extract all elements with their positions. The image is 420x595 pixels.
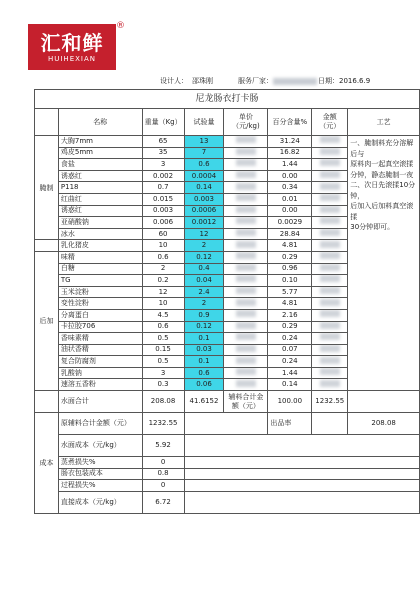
ingredient-trial: 2 bbox=[184, 240, 224, 252]
ingredient-percent: 2.16 bbox=[268, 309, 312, 321]
ingredient-trial: 0.14 bbox=[184, 182, 224, 194]
designer-info bbox=[160, 76, 213, 86]
ingredient-weight: 35 bbox=[142, 147, 184, 159]
ingredient-name: 诱惑红 bbox=[58, 205, 142, 217]
cost-value: 5.92 bbox=[142, 435, 184, 457]
ingredient-trial: 2.4 bbox=[184, 286, 224, 298]
ingredient-weight: 0.015 bbox=[142, 193, 184, 205]
total-percent: 100.00 bbox=[268, 391, 312, 413]
cost-label: 原辅料合计金额（元） bbox=[58, 413, 142, 435]
ingredient-price-redacted bbox=[224, 240, 268, 252]
process-note-line: 后加入后加料真空滚揉 bbox=[350, 202, 414, 221]
cost-blank bbox=[184, 480, 419, 492]
ingredient-amount-redacted bbox=[312, 193, 348, 205]
ingredient-percent: 4.81 bbox=[268, 240, 312, 252]
header-group-blank bbox=[35, 109, 59, 136]
ingredient-trial: 0.12 bbox=[184, 321, 224, 333]
total-amount: 1232.55 bbox=[312, 391, 348, 413]
ingredient-name: P118 bbox=[58, 182, 142, 194]
ingredient-price-redacted bbox=[224, 275, 268, 287]
ingredient-trial: 7 bbox=[184, 147, 224, 159]
cost-label: 肠衣包装成本 bbox=[58, 468, 142, 480]
date-value: 2016.6.9 bbox=[339, 77, 371, 85]
ingredient-amount-redacted bbox=[312, 217, 348, 229]
header-price: 单价（元/kg) bbox=[224, 109, 268, 136]
header-name: 名称 bbox=[58, 109, 142, 136]
ingredient-price-redacted bbox=[224, 217, 268, 229]
ingredient-amount-redacted bbox=[312, 344, 348, 356]
cost-value: 0 bbox=[142, 480, 184, 492]
ingredient-weight: 12 bbox=[142, 286, 184, 298]
cost-row bbox=[35, 491, 420, 513]
ingredient-trial: 0.06 bbox=[184, 379, 224, 391]
ingredient-price-redacted bbox=[224, 228, 268, 240]
cost-value: 6.72 bbox=[142, 491, 184, 513]
yield-value: 208.08 bbox=[348, 413, 420, 435]
ingredient-price-redacted bbox=[224, 367, 268, 379]
ingredient-amount-redacted bbox=[312, 263, 348, 275]
header-process: 工艺 bbox=[348, 109, 420, 136]
cost-row bbox=[35, 480, 420, 492]
ingredient-trial: 0.003 bbox=[184, 193, 224, 205]
column-header-row bbox=[35, 109, 420, 136]
ingredient-weight: 0.6 bbox=[142, 321, 184, 333]
ingredient-name: 味精 bbox=[58, 251, 142, 263]
ingredient-name: 卡拉胶706 bbox=[58, 321, 142, 333]
ingredient-trial: 0.4 bbox=[184, 263, 224, 275]
group-label-blank bbox=[35, 240, 59, 252]
ingredient-percent: 0.24 bbox=[268, 356, 312, 368]
ingredient-amount-redacted bbox=[312, 333, 348, 345]
brand-pinyin: HUIHEXIAN bbox=[47, 55, 97, 63]
ingredient-amount-redacted bbox=[312, 298, 348, 310]
header-weight: 重量（Kg） bbox=[142, 109, 184, 136]
ingredient-name: 玉米淀粉 bbox=[58, 286, 142, 298]
ingredient-price-redacted bbox=[224, 333, 268, 345]
ingredient-amount-redacted bbox=[312, 367, 348, 379]
ingredient-name: 速溶五香粉 bbox=[58, 379, 142, 391]
aux-total-label: 辅料合计金额（元） bbox=[224, 391, 268, 413]
cost-row bbox=[35, 435, 420, 457]
ingredient-weight: 10 bbox=[142, 240, 184, 252]
cost-label: 蒸煮损失% bbox=[58, 457, 142, 469]
ingredient-weight: 0.15 bbox=[142, 344, 184, 356]
cost-label: 过程损失% bbox=[58, 480, 142, 492]
ingredient-price-redacted bbox=[224, 136, 268, 148]
ingredient-trial: 0.9 bbox=[184, 309, 224, 321]
supplier-info bbox=[238, 76, 317, 86]
cost-label: 直接成本（元/kg） bbox=[58, 491, 142, 513]
ingredient-price-redacted bbox=[224, 321, 268, 333]
header-amount: 金额（元） bbox=[312, 109, 348, 136]
date-label: 日期： bbox=[318, 77, 339, 85]
ingredient-percent: 0.10 bbox=[268, 275, 312, 287]
ingredient-weight: 65 bbox=[142, 136, 184, 148]
cost-label: 水面成本（元/kg） bbox=[58, 435, 142, 457]
ingredient-amount-redacted bbox=[312, 309, 348, 321]
total-label: 水面合计 bbox=[58, 391, 142, 413]
ingredient-weight: 0.5 bbox=[142, 356, 184, 368]
process-note-line: 一、腌制料充分溶解后与 bbox=[350, 139, 414, 158]
ingredient-name: 变性淀粉 bbox=[58, 298, 142, 310]
ingredient-price-redacted bbox=[224, 309, 268, 321]
header-percent: 百分含量% bbox=[268, 109, 312, 136]
ingredient-weight: 60 bbox=[142, 228, 184, 240]
cost-value: 0.8 bbox=[142, 468, 184, 480]
ingredient-weight: 2 bbox=[142, 263, 184, 275]
registered-mark: ® bbox=[116, 21, 125, 31]
supplier-redacted bbox=[273, 78, 317, 85]
brand-logo bbox=[28, 24, 116, 70]
ingredient-percent: 1.44 bbox=[268, 367, 312, 379]
ingredient-trial: 0.0004 bbox=[184, 170, 224, 182]
ingredient-percent: 0.0029 bbox=[268, 217, 312, 229]
ingredient-percent: 0.00 bbox=[268, 205, 312, 217]
ingredient-amount-redacted bbox=[312, 228, 348, 240]
ingredient-weight: 0.006 bbox=[142, 217, 184, 229]
ingredient-weight: 0.002 bbox=[142, 170, 184, 182]
ingredient-percent: 0.01 bbox=[268, 193, 312, 205]
ingredient-price-redacted bbox=[224, 251, 268, 263]
ingredient-price-redacted bbox=[224, 193, 268, 205]
ingredient-weight: 0.7 bbox=[142, 182, 184, 194]
process-note-line: 30分钟即可。 bbox=[350, 223, 395, 231]
ingredient-price-redacted bbox=[224, 379, 268, 391]
ingredient-amount-redacted bbox=[312, 251, 348, 263]
ingredient-amount-redacted bbox=[312, 182, 348, 194]
ingredient-percent: 0.29 bbox=[268, 321, 312, 333]
ingredient-price-redacted bbox=[224, 182, 268, 194]
ingredient-price-redacted bbox=[224, 147, 268, 159]
group-label-marinate: 腌制 bbox=[35, 136, 59, 240]
ingredient-weight: 3 bbox=[142, 159, 184, 171]
ingredient-percent: 1.44 bbox=[268, 159, 312, 171]
ingredient-name: 乳化猪皮 bbox=[58, 240, 142, 252]
date-info bbox=[318, 76, 370, 86]
ingredient-name: 红曲红 bbox=[58, 193, 142, 205]
ingredient-amount-redacted bbox=[312, 275, 348, 287]
total-trial: 41.6152 bbox=[184, 391, 224, 413]
ingredient-name: 香味素精 bbox=[58, 333, 142, 345]
designer-name: 邵珠刚 bbox=[192, 77, 213, 85]
ingredient-percent: 0.07 bbox=[268, 344, 312, 356]
ingredient-price-redacted bbox=[224, 298, 268, 310]
cost-row bbox=[35, 457, 420, 469]
ingredient-price-redacted bbox=[224, 159, 268, 171]
process-notes bbox=[348, 136, 420, 391]
ingredient-percent: 28.84 bbox=[268, 228, 312, 240]
header-trial: 试验量 bbox=[184, 109, 224, 136]
ingredient-amount-redacted bbox=[312, 205, 348, 217]
ingredient-percent: 31.24 bbox=[268, 136, 312, 148]
ingredient-trial: 12 bbox=[184, 228, 224, 240]
yield-blank bbox=[312, 413, 348, 435]
ingredient-trial: 0.1 bbox=[184, 356, 224, 368]
ingredient-percent: 0.96 bbox=[268, 263, 312, 275]
ingredient-name: 冰水 bbox=[58, 228, 142, 240]
ingredient-amount-redacted bbox=[312, 240, 348, 252]
process-blank bbox=[348, 391, 420, 413]
cost-row bbox=[35, 413, 420, 435]
ingredient-amount-redacted bbox=[312, 286, 348, 298]
ingredient-trial: 2 bbox=[184, 298, 224, 310]
ingredient-price-redacted bbox=[224, 286, 268, 298]
total-weight: 208.08 bbox=[142, 391, 184, 413]
ingredient-weight: 0.2 bbox=[142, 275, 184, 287]
designer-label: 设计人： bbox=[160, 77, 188, 85]
process-note-line: 二、次日先滚揉10分钟， bbox=[350, 181, 416, 200]
ingredient-name: 白糖 bbox=[58, 263, 142, 275]
group-label-cost: 成本 bbox=[35, 413, 59, 514]
brand-name: 汇和鲜 bbox=[40, 31, 104, 55]
ingredient-price-redacted bbox=[224, 344, 268, 356]
ingredient-name: TG bbox=[58, 275, 142, 287]
ingredient-amount-redacted bbox=[312, 159, 348, 171]
ingredient-trial: 0.6 bbox=[184, 367, 224, 379]
process-note-line: 分钟，静态腌制一夜 bbox=[350, 170, 414, 179]
ingredient-amount-redacted bbox=[312, 379, 348, 391]
ingredient-percent: 0.00 bbox=[268, 170, 312, 182]
cost-blank bbox=[184, 435, 419, 457]
ingredient-weight: 3 bbox=[142, 367, 184, 379]
ingredient-amount-redacted bbox=[312, 136, 348, 148]
cost-value: 0 bbox=[142, 457, 184, 469]
ingredient-weight: 4.5 bbox=[142, 309, 184, 321]
ingredient-price-redacted bbox=[224, 263, 268, 275]
ingredient-amount-redacted bbox=[312, 321, 348, 333]
group-label-add: 后加 bbox=[35, 251, 59, 390]
ingredient-amount-redacted bbox=[312, 356, 348, 368]
ingredient-trial: 0.12 bbox=[184, 251, 224, 263]
group-label-blank bbox=[35, 391, 59, 413]
cost-blank bbox=[184, 468, 419, 480]
ingredient-percent: 16.82 bbox=[268, 147, 312, 159]
ingredient-amount-redacted bbox=[312, 170, 348, 182]
ingredient-amount-redacted bbox=[312, 147, 348, 159]
ingredient-percent: 5.77 bbox=[268, 286, 312, 298]
ingredient-name: 乳酸钠 bbox=[58, 367, 142, 379]
total-row bbox=[35, 391, 420, 413]
ingredient-percent: 4.81 bbox=[268, 298, 312, 310]
ingredient-weight: 0.3 bbox=[142, 379, 184, 391]
ingredient-percent: 0.29 bbox=[268, 251, 312, 263]
ingredient-trial: 0.0006 bbox=[184, 205, 224, 217]
cost-blank bbox=[184, 491, 419, 513]
process-note-line: 原料肉一起真空滚揉 bbox=[350, 160, 414, 168]
yield-label: 出品率 bbox=[268, 413, 312, 435]
ingredient-trial: 0.1 bbox=[184, 333, 224, 345]
formula-table bbox=[34, 89, 420, 514]
ingredient-percent: 0.24 bbox=[268, 333, 312, 345]
ingredient-name: 亚硝酸钠 bbox=[58, 217, 142, 229]
ingredient-trial: 0.0012 bbox=[184, 217, 224, 229]
ingredient-price-redacted bbox=[224, 170, 268, 182]
ingredient-name: 分离蛋白 bbox=[58, 309, 142, 321]
ingredient-name: 复合防腐剂 bbox=[58, 356, 142, 368]
ingredient-weight: 0.5 bbox=[142, 333, 184, 345]
sheet-title: 尼龙肠衣打卡肠 bbox=[35, 90, 420, 109]
ingredient-name: 诱惑红 bbox=[58, 170, 142, 182]
cost-value: 1232.55 bbox=[142, 413, 184, 435]
ingredient-trial: 13 bbox=[184, 136, 224, 148]
ingredient-name: 鸡皮5mm bbox=[58, 147, 142, 159]
ingredient-percent: 0.34 bbox=[268, 182, 312, 194]
ingredient-trial: 0.03 bbox=[184, 344, 224, 356]
ingredient-name: 油状香精 bbox=[58, 344, 142, 356]
supplier-label: 服务厂家： bbox=[238, 77, 273, 85]
ingredient-trial: 0.04 bbox=[184, 275, 224, 287]
ingredient-name: 食盐 bbox=[58, 159, 142, 171]
cost-row bbox=[35, 468, 420, 480]
cost-blank bbox=[184, 413, 268, 435]
ingredient-trial: 0.6 bbox=[184, 159, 224, 171]
ingredient-price-redacted bbox=[224, 205, 268, 217]
ingredient-weight: 10 bbox=[142, 298, 184, 310]
ingredient-price-redacted bbox=[224, 356, 268, 368]
ingredient-name: 大胸7mm bbox=[58, 136, 142, 148]
ingredient-weight: 0.003 bbox=[142, 205, 184, 217]
ingredient-row bbox=[35, 136, 420, 148]
cost-blank bbox=[184, 457, 419, 469]
ingredient-weight: 0.6 bbox=[142, 251, 184, 263]
ingredient-percent: 0.14 bbox=[268, 379, 312, 391]
